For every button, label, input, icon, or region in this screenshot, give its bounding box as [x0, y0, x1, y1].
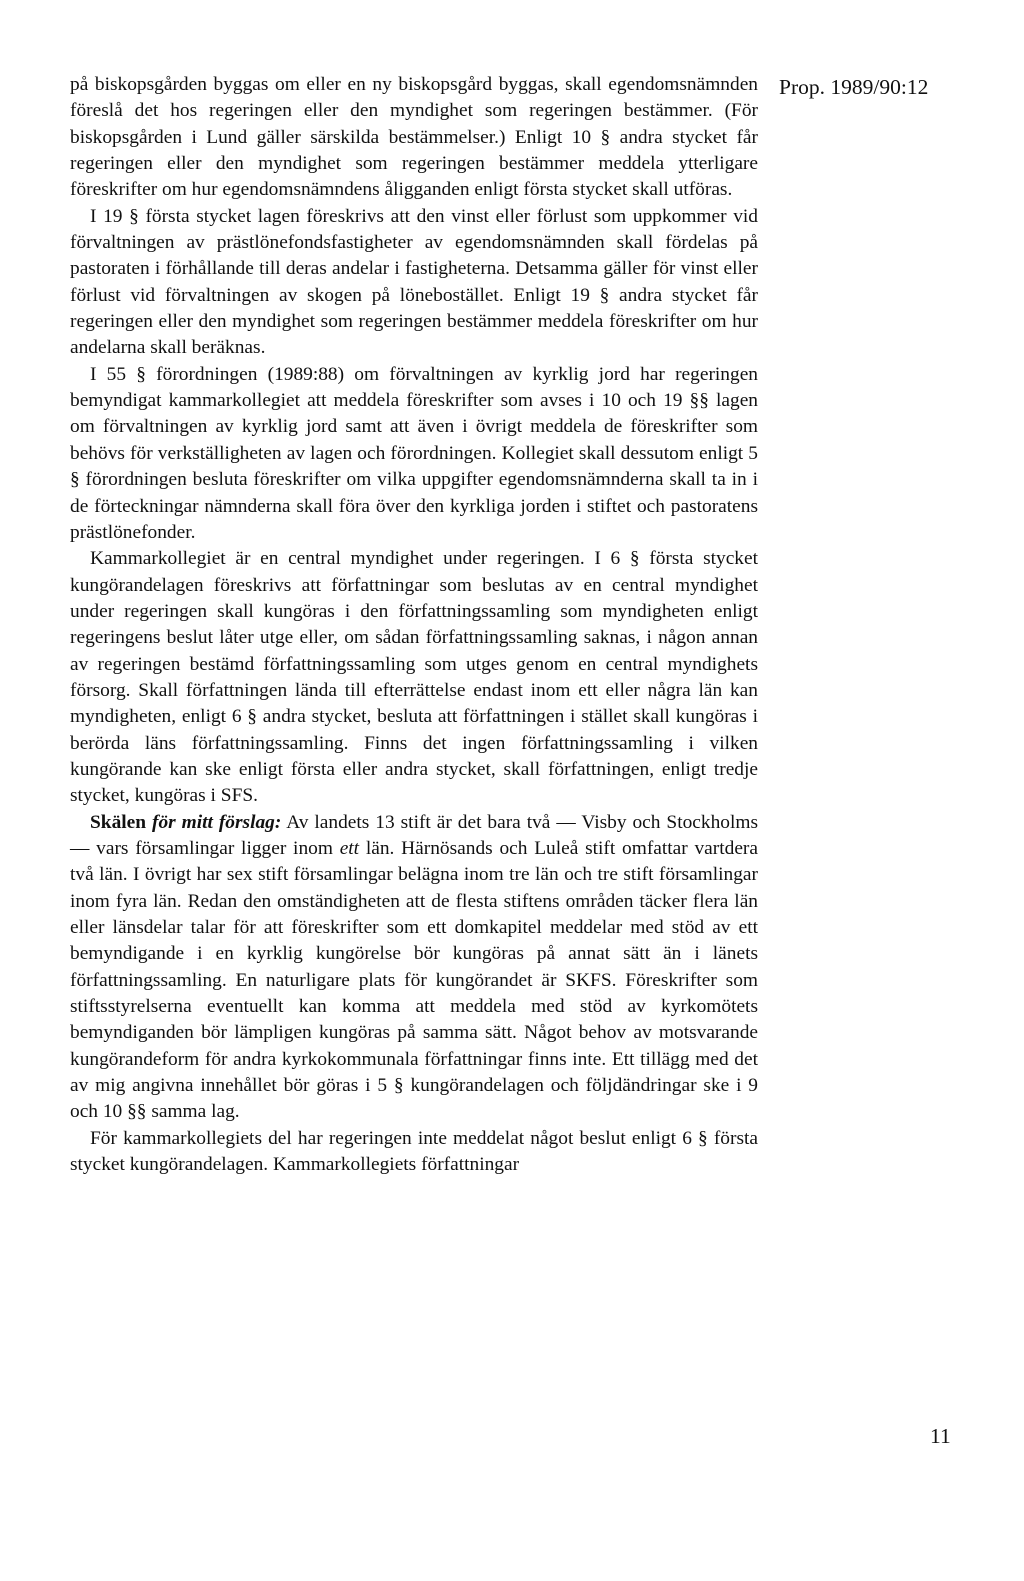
body-text	[70, 72, 758, 1178]
paragraph-skalen	[70, 810, 758, 1126]
paragraph-lead-heading	[90, 812, 281, 833]
proposition-label: Prop. 1989/90:12	[779, 75, 929, 99]
paragraph-19-paragraf: I 19 § första stycket lagen föreskrivs att den vinst eller förlust som uppkommer vid förvaltningen av prästlönefondsfastigheter av egendomsnämnden skall fördelas på pastoraten i förhållande till deras andelar i fastigheterna. Detsamma gäller för vinst eller förlust vid förvaltningen av skogen på lönebostället. Enligt 19 § andra stycket får regeringen eller den myndighet som regeringen bestämmer meddela föreskrifter om hur andelarna skall beräknas.	[70, 205, 758, 359]
paragraph-kammarkollegiet: Kammarkollegiet är en central myndighet under regeringen. I 6 § första stycket kungörandelagen föreskrivs att författningar som beslutas av en central myndighet under regeringen skall kungöras i den författningssamling som myndigheten enligt regeringens beslut låter utge eller, om sådan författningssamling saknas, i någon annan av regeringen bestämd författningssamling som utges genom en central myndighets försorg. Skall författningen lända till efterrättelse endast inom ett eller några län kan myndigheten, enligt 6 § andra stycket, besluta att författningen i stället skall kungöras i berörda läns författningssamling. Finns det ingen författningssamling i vilken kungörande kan ske enligt första eller andra stycket, skall författningen, enligt tredje stycket, kungöras i SFS.	[70, 548, 758, 807]
paragraph-kammarkollegiets-del: För kammarkollegiets del har regeringen inte meddelat något beslut enligt 6 § första stycket kungörandelagen. Kammarkollegiets författningar	[70, 1127, 758, 1176]
page-number: 11	[930, 1424, 951, 1448]
paragraph-skalen-text-b: län. Härnösands och Luleå stift omfattar vartdera två län. I övrigt har sex stift församlingar belägna inom tre län och tre stift församlingar inom fyra län. Redan den omständigheten att de flesta stiftens områden täcker flera län eller länsdelar talar för att föreskrifter som ett domkapitel meddelar med stöd av ett bemyndigande i en kyrklig kungörelse bör kungöras på annat sätt än i länets författningssamling. En naturligare plats för kungörandet är SKFS. Föreskrifter som stiftsstyrelserna eventuellt kan komma att meddela med stöd av kyrkomötets bemyndiganden bör lämpligen kungöras på samma sätt. Något behov av motsvarande kungörandeform för andra kyrkokommunala författningar finns inte. Ett tillägg med det av mig angivna innehållet bör göras i 5 § kungörandelagen och följdändringar ske i 9 och 10 §§ samma lag.	[70, 837, 758, 1123]
lead-heading-part-2: för mitt förslag:	[152, 811, 282, 833]
lead-heading-part-1: Skälen	[90, 811, 152, 833]
paragraph-forordningen: I 55 § förordningen (1989:88) om förvaltningen av kyrklig jord har regeringen bemyndigat kammarkollegiet att meddela föreskrifter som avses i 10 och 19 §§ lagen om förvaltningen av kyrklig jord samt att även i övrigt meddela de föreskrifter som behövs för verkställigheten av lagen och förordningen. Kollegiet skall dessutom enligt 5 § förordningen besluta föreskrifter om vilka uppgifter egendomsnämnderna skall ta in i de förteckningar nämnderna skall föra över den kyrkliga jorden i stiftet och pastoratens prästlönefonder.	[70, 363, 758, 543]
paragraph-skalen-text-a: Av landets 13 stift är det bara två — Visby och Stockholms — vars församlingar ligger inom	[70, 811, 758, 859]
paragraph-biskopsgarden: på biskopsgården byggas om eller en ny biskopsgård byggas, skall egendomsnämnden föreslå det hos regeringen eller den myndighet som regeringen bestämmer. (För biskopsgården i Lund gäller särskilda bestämmelser.) Enligt 10 § andra stycket får regeringen eller den myndighet som regeringen bestämmer meddela ytterligare föreskrifter om hur egendomsnämndens åligganden enligt första stycket skall utföras.	[70, 74, 758, 201]
emphasis-ett: ett	[339, 837, 360, 859]
